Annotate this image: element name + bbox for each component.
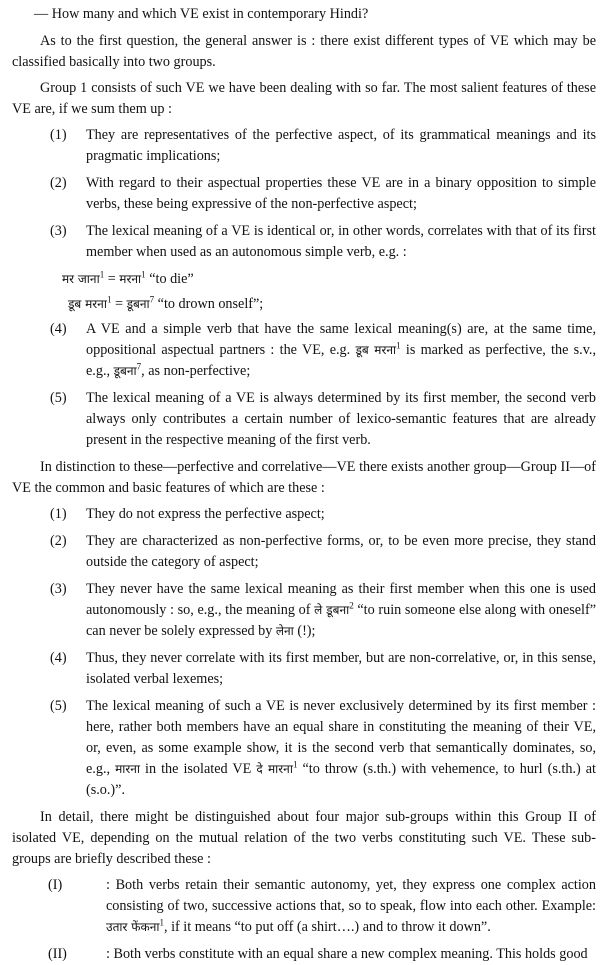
hindi-term: मारना xyxy=(115,762,141,776)
hindi-term: लेना xyxy=(275,624,294,638)
gloss: “to drown onself”; xyxy=(154,296,264,312)
group1-item-3 xyxy=(12,221,596,263)
item-number: (1) xyxy=(50,506,67,522)
item-text: The lexical meaning of a VE is always determined by its first member, the second verb always only contributes a certain number of lexico-semantic features that are already present in the respective meaning of the first verb. xyxy=(86,390,596,448)
superscript: 1 xyxy=(106,294,112,305)
hindi-term: डूबना xyxy=(113,364,137,378)
subgroup-number: (I) xyxy=(48,877,63,893)
hindi-term: डूब मरना xyxy=(68,297,107,311)
hindi-term: डूब मरना xyxy=(355,343,397,357)
group2-item-5 xyxy=(12,696,596,801)
item-number: (3) xyxy=(50,223,67,239)
item-text: , as non-perfective; xyxy=(141,363,251,379)
item-text: The lexical meaning of a VE is identical or, in other words, correlates with that of its first member when used as an autonomous simple verb, e.g. : xyxy=(86,223,596,260)
item-number: (4) xyxy=(50,321,67,337)
superscript: 1 xyxy=(292,759,298,770)
subgroup-2 xyxy=(12,944,596,965)
paragraph-group-2: In distinction to these—perfective and correlative—VE there exists another group—Group II—of VE the common and basic features of which are these : xyxy=(12,459,596,496)
superscript: 1 xyxy=(159,917,164,928)
hindi-term: डूबना xyxy=(126,297,150,311)
item-text: They never have the same lexical meaning as their first member when this one is used autonomously : so, e.g., the meaning of xyxy=(86,581,596,618)
question-line: — How many and which VE exist in contemporary Hindi? xyxy=(34,6,369,22)
superscript: 7 xyxy=(136,361,142,372)
superscript: 2 xyxy=(349,600,354,611)
item-text: “to ruin someone else along with oneself” can never be solely expressed by xyxy=(86,602,596,639)
item-number: (3) xyxy=(50,581,67,597)
hindi-term: ले डूबना xyxy=(314,603,350,617)
superscript: 1 xyxy=(99,269,105,280)
group2-item-2 xyxy=(12,531,596,573)
item-text: A VE and a simple verb that have the same lexical meaning(s) are, at the same time, oppositional aspectual partners : the VE, e.g. xyxy=(86,321,596,358)
subgroup-text: : Both verbs retain their semantic autonomy, yet, they express one complex action consisting of two, successive actions that, so to speak, flow into each other. Example: xyxy=(106,877,596,914)
paragraph-detail: In detail, there might be distinguished about four major sub-groups within this Group II of isolated VE, depending on the mutual relation of the two verbs constituting such VE. These sub-groups are briefly described these : xyxy=(12,809,596,867)
item-number: (2) xyxy=(50,175,67,191)
hindi-term: मरना xyxy=(119,272,142,286)
subgroup-1 xyxy=(12,875,596,938)
example-line-2 xyxy=(12,294,596,315)
group1-item-5 xyxy=(12,388,596,451)
paragraph-first-question: As to the first question, the general answer is : there exist different types of VE which may be classified basically into two groups. xyxy=(12,33,596,70)
group1-item-4 xyxy=(12,319,596,382)
item-number: (5) xyxy=(50,698,67,714)
item-text: Thus, they never correlate with its first member, but are non-correlative, or, in this sense, isolated verbal lexemes; xyxy=(86,650,596,687)
item-number: (1) xyxy=(50,127,67,143)
item-text: (!); xyxy=(293,623,316,639)
paragraph-group-1: Group 1 consists of such VE we have been dealing with so far. The most salient features of these VE are, if we sum them up : xyxy=(12,80,596,117)
subgroup-number: (II) xyxy=(48,946,67,962)
subgroup-text: : Both verbs constitute with an equal share a new complex meaning. This holds good xyxy=(106,946,588,962)
group2-item-1 xyxy=(12,504,596,525)
hindi-term: उतार फेंकना xyxy=(106,920,160,934)
item-text: They do not express the perfective aspect; xyxy=(86,506,325,522)
superscript: 7 xyxy=(149,294,155,305)
example-line-1 xyxy=(12,269,596,290)
hindi-term: दे मारना xyxy=(256,762,293,776)
equals-sign: = xyxy=(104,271,120,287)
subgroup-text: , if it means “to put off (a shirt….) and to throw it down”. xyxy=(163,919,491,935)
item-number: (5) xyxy=(50,390,67,406)
item-text: They are characterized as non-perfective forms, or, to be even more precise, they stand outside the category of aspect; xyxy=(86,533,596,570)
group2-item-3 xyxy=(12,579,596,642)
group1-item-2 xyxy=(12,173,596,215)
group1-item-1 xyxy=(12,125,596,167)
item-text: in the isolated VE xyxy=(140,761,257,777)
item-text: The lexical meaning of such a VE is never exclusively determined by its first member : here, rather both members have an equal share in constituting the meaning of their VE, or, even, as some example show, it is the second verb that semantically dominates, so, e.g., xyxy=(86,698,596,777)
item-text: is marked as perfective, the s.v., e.g., xyxy=(86,342,596,379)
item-number: (2) xyxy=(50,533,67,549)
group2-item-4 xyxy=(12,648,596,690)
equals-sign: = xyxy=(111,296,127,312)
gloss: “to die” xyxy=(145,271,194,287)
superscript: 1 xyxy=(141,269,146,280)
hindi-term: मर जाना xyxy=(62,272,100,286)
item-text: “to throw (s.th.) with vehemence, to hurl (s.th.) at (s.o.)”. xyxy=(86,761,596,798)
superscript: 1 xyxy=(396,340,401,351)
item-number: (4) xyxy=(50,650,67,666)
item-text: They are representatives of the perfective aspect, of its grammatical meanings and its pragmatic implications; xyxy=(86,127,596,164)
item-text: With regard to their aspectual properties these VE are in a binary opposition to simple verbs, these being expressive of the non-perfective aspect; xyxy=(86,175,596,212)
